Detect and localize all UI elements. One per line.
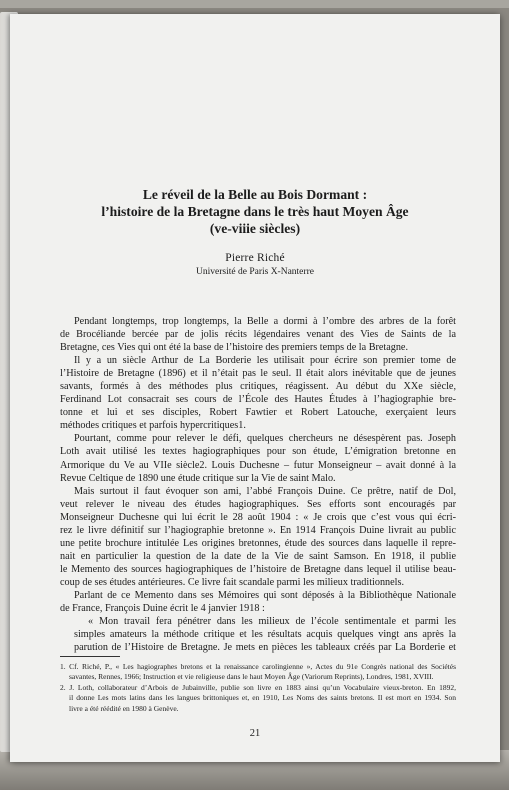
body-line: savants, formés à des méthodes plus critiques, réagissent. Au début du XXe siècle, bbox=[60, 381, 456, 393]
body-line: Pourtant, comme pour relever le défi, quelques chercheurs ne désespèrent pas. Joseph bbox=[74, 433, 456, 445]
body-line: Pendant longtemps, trop longtemps, la Belle a dormi à l’ombre des arbres de la forêt bbox=[74, 316, 456, 327]
footnote-line: il donne Les mots latins dans les langues brittoniques et, en 1910, Les Noms des saints bretons. Il est mort en 1934. Son bbox=[69, 693, 456, 703]
body-line: Mais surtout il faut évoquer son ami, l’abbé François Duine. Ce prêtre, natif de Dol, bbox=[74, 485, 456, 497]
body-line: le Memento des sources hagiographiques de l’histoire de Bretagne dans lequel il utilise beau- bbox=[60, 563, 456, 575]
book-page bbox=[10, 14, 500, 762]
footnote-separator bbox=[60, 656, 120, 657]
body-line: tonne et lui et ses disciples, Robert Fawtier et Robert Latouche, exerçaient leurs bbox=[60, 407, 456, 419]
body-line: rez le livre définitif sur l’hagiographie bretonne ». En 1914 François Duine livrait au public bbox=[60, 524, 456, 536]
body-line: l’Histoire de Bretagne (1896) et il n’était pas le seul. Il était alors inévitable que de jeunes bbox=[60, 368, 456, 380]
article-title-line-2: l’histoire de la Bretagne dans le très haut Moyen Âge bbox=[101, 204, 409, 219]
footnote-line: 2. J. Loth, collaborateur d’Arbois de Jubainville, publie son livre en 1883 ainsi qu’un Vocabulaire vieux-breton. En 1892, bbox=[60, 682, 456, 692]
footnotes bbox=[60, 662, 456, 714]
article-title-line-1: Le réveil de la Belle au Bois Dormant : bbox=[142, 187, 368, 202]
body-line: Ferdinand Lot consacrait ses cours de l’École des Hautes Études à l’hagiographie bre- bbox=[60, 394, 456, 406]
body-line: Il y a un siècle Arthur de La Borderie les utilisait pour écrire son premier tome de bbox=[74, 355, 456, 367]
body-line: Parlant de ce Memento dans ses Mémoires qui sont déposés à la Bibliothèque Nationale bbox=[74, 589, 456, 601]
body-line: Revue Celtique de 1890 une étude critique sur la Vie de saint Malo. bbox=[60, 472, 336, 484]
body-line: veut relever le niveau des études hagiographiques. Ses efforts sont encouragés par bbox=[60, 498, 456, 510]
quote-line: simples amateurs la méthode critique et les résultats acquis quelques vingt ans après la bbox=[74, 629, 456, 641]
page-number: 21 bbox=[249, 728, 261, 739]
body-line: de France, François Duine écrit le 4 janvier 1918 : bbox=[60, 603, 265, 615]
author-affiliation: Université de Paris X-Nanterre bbox=[196, 267, 314, 277]
quote-line: « Mon travail fera pénétrer dans les milieux de l’école sentimentale et parmi les bbox=[88, 616, 456, 628]
body-line: Monseigneur Duchesne qui lui écrit le 28 août 1904 : « Je crois que c’est vous qui écri- bbox=[60, 511, 456, 523]
body-line: coup de ses études antérieures. Ce livre fait scandale parmi les milieux traditionnels. bbox=[60, 576, 404, 588]
body-line: de Brocéliande bercée par de jolis récits légendaires venant des Vies de Saints de la bbox=[60, 329, 456, 341]
footnote-line: 1. Cf. Riché, P., « Les hagiographes bretons et la renaissance carolingienne », Actes du 91e Congrès national des Sociétés bbox=[60, 662, 456, 671]
footnote-line: livre a été réédité en 1980 à Genève. bbox=[69, 703, 179, 713]
footnote-line: savantes, Rennes, 1966; Instruction et vie religieuse dans le haut Moyen Âge (Variorum Reprints), Londres, 1981, XVIII. bbox=[69, 672, 434, 682]
quote-line: parution de l’Histoire de Bretagne. Je mets en pièces les tableaux créés par La Borderie et bbox=[74, 642, 456, 654]
article-title-line-3: (ve-viiie siècles) bbox=[209, 221, 301, 236]
article-body bbox=[60, 315, 456, 654]
body-line: nait en particulier la question de la date de la Vie de saint Samson. En 1918, il publie bbox=[60, 550, 456, 562]
body-line: une petite brochure intitulée Les origines bretonnes, étude des sources dans laquelle il repre- bbox=[60, 537, 456, 549]
author-name: Pierre Riché bbox=[225, 252, 285, 264]
body-line: Loth avait utilisé les textes hagiographiques pour son étude, L’émigration bretonne en bbox=[60, 446, 456, 458]
table-surface-top bbox=[0, 0, 509, 8]
body-line: méthodes critiques et parfois hypercritiques1. bbox=[60, 420, 246, 432]
body-line: Armorique du Ve au VIIe siècle2. Louis Duchesne – futur Monseigneur – avait donné à la bbox=[60, 459, 456, 471]
body-line: Bretagne, ces Vies qui ont été la base de l’histoire des premiers temps de la Bretagne. bbox=[60, 342, 409, 354]
